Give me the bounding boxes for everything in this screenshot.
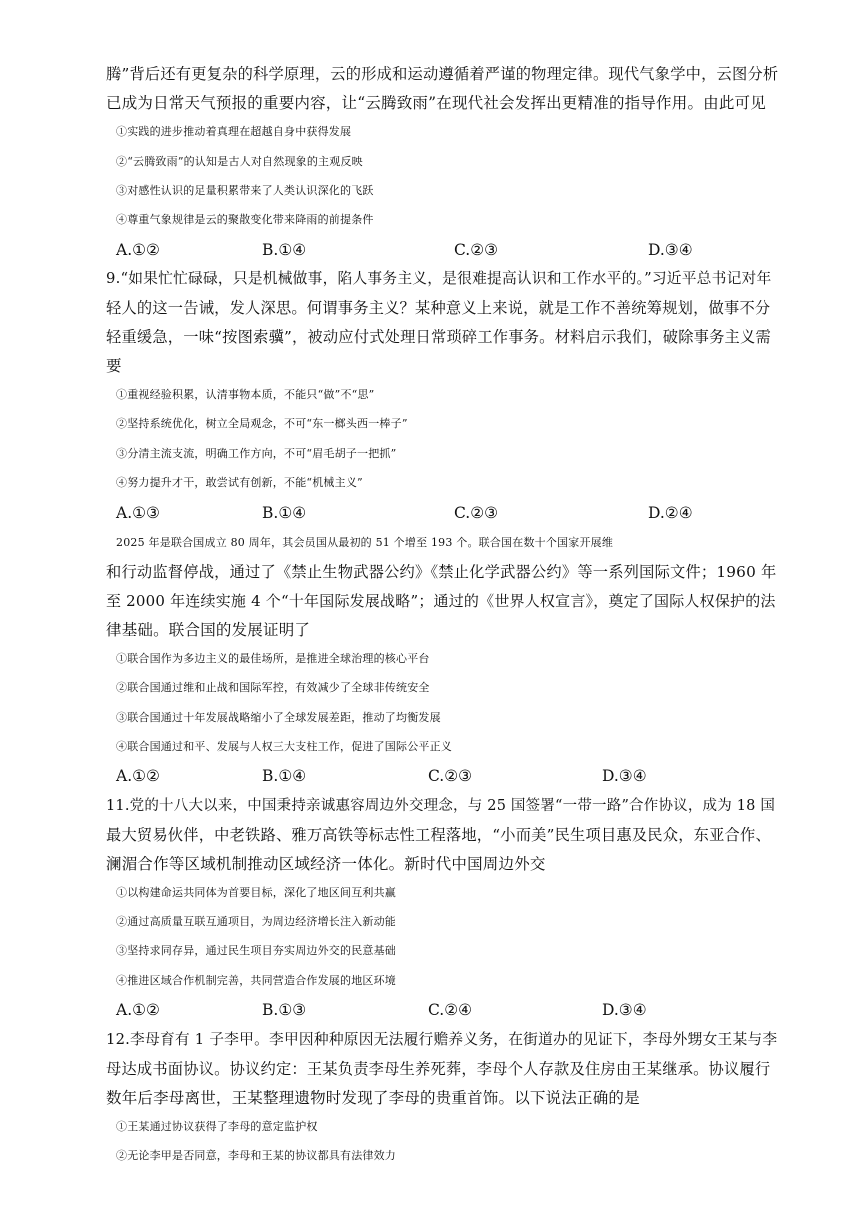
q10-option-d: D.③④ — [602, 767, 647, 785]
q10-item-4: ④联合国通过和平、发展与人权三大支柱工作，促进了国际公平正义 — [116, 740, 452, 753]
q11-stem-line-3: 澜湄合作等区域机制推动区域经济一体化。新时代中国周边外交 — [106, 855, 546, 873]
q11-option-c: C.②④ — [428, 1001, 473, 1019]
q9-stem-line-1: 9.“如果忙忙碌碌，只是机械做事，陷人事务主义，是很难提高认识和工作水平的。”习近平总书记对年 — [106, 270, 772, 287]
q10-stem-line-3: 至 2000 年连续实施 4 个“十年国际发展战略”；通过的《世界人权宣言》，奠定了国际人权保护的法 — [106, 592, 776, 610]
q11-item-3: ③坚持求同存异，通过民生项目夯实周边外交的民意基础 — [116, 944, 396, 957]
q9-item-2: ②坚持系统优化，树立全局观念，不可“东一榔头西一棒子” — [116, 417, 408, 430]
q11-stem-line-1: 11.党的十八大以来，中国秉持亲诚惠容周边外交理念，与 25 国签署“一带一路”合作协议，成为 18 国 — [106, 798, 776, 814]
q9-option-c: C.②③ — [454, 504, 499, 522]
q11-stem-line-2: 最大贸易伙伴，中老铁路、雅万高铁等标志性工程落地，“小而美”民生项目惠及民众，东亚合作、 — [106, 826, 771, 844]
q10-option-a: A.①② — [116, 767, 160, 785]
q9-option-d: D.②④ — [648, 504, 693, 522]
q8-option-d: D.③④ — [648, 241, 693, 259]
q8-item-4: ④尊重气象规律是云的聚散变化带来降雨的前提条件 — [116, 213, 374, 226]
q9-stem-line-4: 要 — [106, 357, 122, 375]
q10-item-1: ①联合国作为多边主义的最佳场所，是推进全球治理的核心平台 — [116, 652, 430, 665]
q8-option-b: B.①④ — [262, 241, 307, 259]
q9-item-3: ③分清主流支流，明确工作方向，不可“眉毛胡子一把抓” — [116, 447, 397, 460]
q11-item-2: ②通过高质量互联互通项目，为周边经济增长注入新动能 — [116, 915, 396, 928]
q11-option-d: D.③④ — [602, 1001, 647, 1019]
q9-item-4: ④努力提升才干，敢尝试有创新，不能“机械主义” — [116, 476, 363, 489]
q8-stem-line-2: 已成为日常天气预报的重要内容，让“云腾致雨”在现代社会发挥出更精准的指导作用。由此可见 — [106, 94, 766, 112]
q9-option-b: B.①④ — [262, 504, 307, 522]
q11-item-4: ④推进区域合作机制完善，共同营造合作发展的地区环境 — [116, 974, 396, 987]
q12-item-1: ①王某通过协议获得了李母的意定监护权 — [116, 1120, 318, 1133]
q10-stem-line-1: 2025 年是联合国成立 80 周年，其会员国从最初的 51 个增至 193 个。联合国在数十个国家开展维 — [116, 536, 614, 549]
q8-option-c: C.②③ — [454, 241, 499, 259]
q10-stem-line-4: 律基础。联合国的发展证明了 — [106, 621, 311, 639]
q10-item-2: ②联合国通过维和止战和国际军控，有效减少了全球非传统安全 — [116, 681, 430, 694]
q8-option-a: A.①② — [116, 241, 160, 259]
q8-item-2: ②“云腾致雨”的认知是古人对自然现象的主观反映 — [116, 155, 363, 168]
q9-option-a: A.①③ — [116, 504, 160, 522]
q12-stem-line-2: 母达成书面协议。协议约定：王某负责李母生养死葬，李母个人存款及住房由王某继承。协议履行 — [106, 1060, 771, 1078]
q10-item-3: ③联合国通过十年发展战略缩小了全球发展差距，推动了均衡发展 — [116, 711, 441, 724]
q12-stem-line-1: 12.李母育有 1 子李甲。李甲因种种原因无法履行赡养义务，在街道办的见证下，李母外甥女王某与李 — [106, 1031, 778, 1048]
q11-option-a: A.①② — [116, 1001, 160, 1019]
q12-item-2: ②无论李甲是否同意，李母和王某的协议都具有法律效力 — [116, 1149, 396, 1162]
q11-item-1: ①以构建命运共同体为首要目标，深化了地区间互利共赢 — [116, 886, 396, 899]
q11-option-b: B.①③ — [262, 1001, 307, 1019]
q8-item-1: ①实践的进步推动着真理在超越自身中获得发展 — [116, 125, 352, 138]
q10-option-c: C.②③ — [428, 767, 473, 785]
q8-item-3: ③对感性认识的足量积累带来了人类认识深化的飞跃 — [116, 184, 374, 197]
q9-item-1: ①重视经验积累，认清事物本质，不能只“做”不“思” — [116, 388, 375, 401]
q10-option-b: B.①④ — [262, 767, 307, 785]
q9-stem-line-3: 轻重缓急，一味“按图索骥”，被动应付式处理日常琐碎工作事务。材料启示我们，破除事务主义需 — [106, 328, 771, 346]
q9-stem-line-2: 轻人的这一告诫，发人深思。何谓事务主义？某种意义上来说，就是工作不善统筹规划，做事不分 — [106, 299, 771, 317]
q10-stem-line-2: 和行动监督停战，通过了《禁止生物武器公约》《禁止化学武器公约》等一系列国际文件；1960 年 — [106, 563, 777, 581]
q8-stem-line-1: 腾”背后还有更复杂的科学原理，云的形成和运动遵循着严谨的物理定律。现代气象学中，云图分析 — [106, 65, 779, 83]
q12-stem-line-3: 数年后李母离世，王某整理遗物时发现了李母的贵重首饰。以下说法正确的是 — [106, 1089, 640, 1107]
